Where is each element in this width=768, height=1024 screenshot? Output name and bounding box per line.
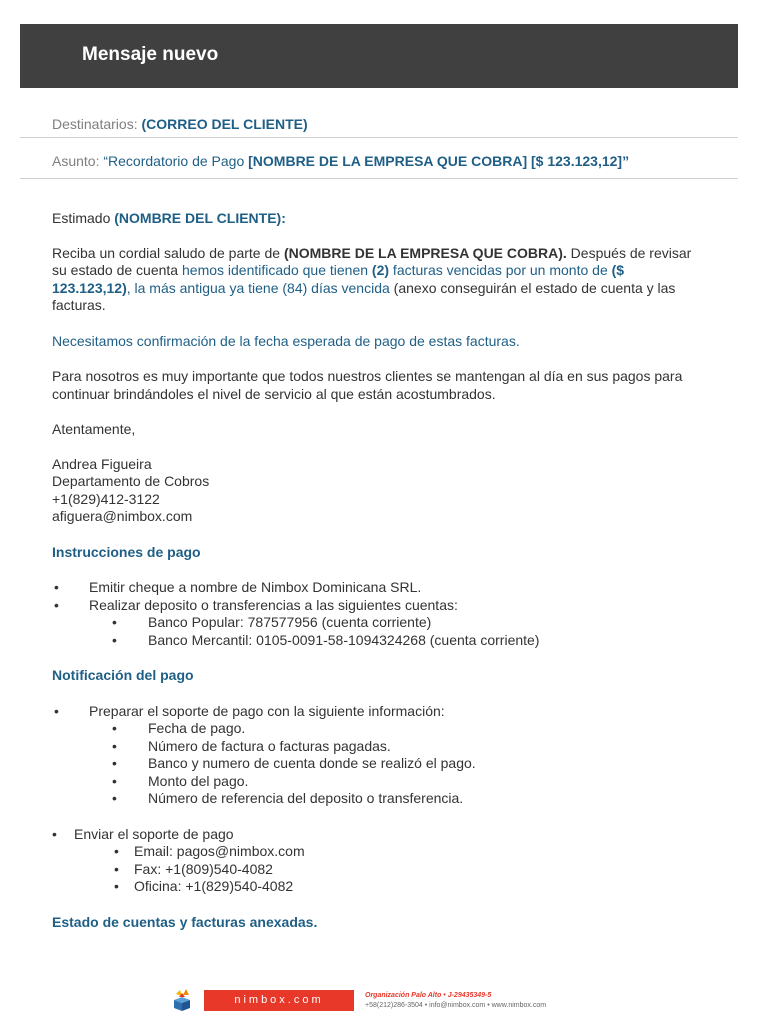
list-item: • Número de factura o facturas pagadas. xyxy=(112,737,391,754)
list-item-text: Fax: +1(809)540-4082 xyxy=(134,860,273,877)
recipients-field[interactable] xyxy=(52,116,308,132)
p1-text-f: (anexo conseguirán el estado de cuenta y las facturas. xyxy=(52,279,676,313)
footer xyxy=(170,984,610,1014)
list-item: • Realizar deposito o transferencias a las siguientes cuentas: xyxy=(54,596,458,613)
list-item: • Banco y numero de cuenta donde se realizó el pago. xyxy=(112,755,476,771)
payment-instructions-list xyxy=(52,579,692,649)
paragraph-importance: Para nosotros es muy importante que todos nuestros clientes se mantengan al día en sus pagos para continuar brindándoles el nivel de servicio al que están acostumbrados. xyxy=(52,368,683,402)
list-item: • Fecha de pago. xyxy=(112,720,246,736)
message-body[interactable] xyxy=(52,210,692,931)
list-item: • Enviar el soporte de pago xyxy=(52,825,234,842)
organization-contact: +58(212)286-3504 • info@nimbox.com • www.nimbox.com xyxy=(365,1002,547,1009)
list-item-text: Número de referencia del deposito o transferencia. xyxy=(148,790,464,806)
confirmation-request: Necesitamos confirmación de la fecha esperada de pago de estas facturas. xyxy=(52,332,520,349)
p1-text-b: Después de revisar su estado de cuenta xyxy=(52,244,692,278)
send-support-list xyxy=(52,826,692,896)
p1-text-a: Reciba un cordial saludo de parte de xyxy=(52,244,284,261)
list-item-text: Enviar el soporte de pago xyxy=(74,825,234,842)
list-item-text: Realizar deposito o transferencias a las siguientes cuentas: xyxy=(89,596,458,613)
p1-text-c: hemos identificado que tienen xyxy=(182,262,372,278)
client-name: (NOMBRE DEL CLIENTE): xyxy=(114,210,286,226)
subject-amount: [$ 123.123,12]” xyxy=(527,153,630,169)
paragraph-intro xyxy=(52,245,692,315)
organization-info: Organización Palo Alto • J-29435349-5 xyxy=(365,992,492,999)
nimbox-logo-icon xyxy=(170,988,194,1010)
p1-text-e: , la más antigua ya tiene (84) días vencida xyxy=(126,279,390,296)
nimbox-logo-bar: nimbox.com xyxy=(204,990,354,1011)
subject-company: [NOMBRE DE LA EMPRESA QUE COBRA] xyxy=(248,153,528,169)
subject-label: Asunto: xyxy=(52,153,100,169)
payment-notification-heading: Notificación del pago xyxy=(52,667,194,683)
p1-company: (NOMBRE DE LA EMPRESA QUE COBRA). xyxy=(283,244,567,261)
list-item-text: Fecha de pago. xyxy=(148,720,246,736)
list-item: • Emitir cheque a nombre de Nimbox Dominicana SRL. xyxy=(54,579,422,595)
divider xyxy=(20,137,738,138)
list-item: • Fax: +1(809)540-4082 xyxy=(114,860,273,877)
p1-amount: ($ 123.123,12) xyxy=(52,262,625,296)
list-item-text: Preparar el soporte de pago con la siguiente información: xyxy=(89,702,445,719)
list-item-text: Emitir cheque a nombre de Nimbox Dominicana SRL. xyxy=(89,579,422,595)
signature-email[interactable]: afiguera@nimbox.com xyxy=(52,508,193,524)
subject-field[interactable] xyxy=(52,153,629,169)
signature-phone: +1(829)412-3122 xyxy=(52,490,160,507)
list-item: • Banco Mercantil: 0105-0091-58-1094324268 (cuenta corriente) xyxy=(112,631,540,648)
list-item-text: Banco y numero de cuenta donde se realizó el pago. xyxy=(148,755,476,771)
list-item-text: Banco Popular: 787577956 (cuenta corriente) xyxy=(148,614,432,630)
list-item: • Monto del pago. xyxy=(112,772,249,789)
list-item-text: Monto del pago. xyxy=(148,772,249,789)
list-item: • Email: pagos@nimbox.com xyxy=(114,843,305,859)
payment-instructions-heading: Instrucciones de pago xyxy=(52,543,201,560)
list-item-text: Email: pagos@nimbox.com xyxy=(134,843,305,859)
signature-name: Andrea Figueira xyxy=(52,455,152,472)
list-item: • Oficina: +1(829)540-4082 xyxy=(114,878,294,894)
greeting-prefix: Estimado xyxy=(52,210,115,226)
signature-department: Departamento de Cobros xyxy=(52,473,210,489)
message-header xyxy=(20,24,738,88)
payment-notification-list xyxy=(52,703,692,808)
subject-prefix: “Recordatorio de Pago xyxy=(103,153,249,169)
list-item: • Preparar el soporte de pago con la siguiente información: xyxy=(54,702,445,719)
list-item-text: Oficina: +1(829)540-4082 xyxy=(134,878,294,894)
header-title: Mensaje nuevo xyxy=(82,44,219,65)
p1-count: (2) xyxy=(371,262,390,278)
closing: Atentamente, xyxy=(52,421,136,437)
list-item: • Banco Popular: 787577956 (cuenta corriente) xyxy=(112,614,432,630)
list-item-text: Banco Mercantil: 0105-0091-58-1094324268 (cuenta corriente) xyxy=(148,631,540,648)
greeting xyxy=(52,210,692,228)
list-item: • Número de referencia del deposito o transferencia. xyxy=(112,790,464,806)
divider xyxy=(20,178,738,179)
recipients-value: (CORREO DEL CLIENTE) xyxy=(141,116,308,132)
list-item-text: Número de factura o facturas pagadas. xyxy=(148,737,391,754)
recipients-label: Destinatarios: xyxy=(52,116,138,132)
signature xyxy=(52,456,692,526)
p1-text-d: facturas vencidas por un monto de xyxy=(389,262,612,278)
attachments-heading: Estado de cuentas y facturas anexadas. xyxy=(52,913,318,930)
